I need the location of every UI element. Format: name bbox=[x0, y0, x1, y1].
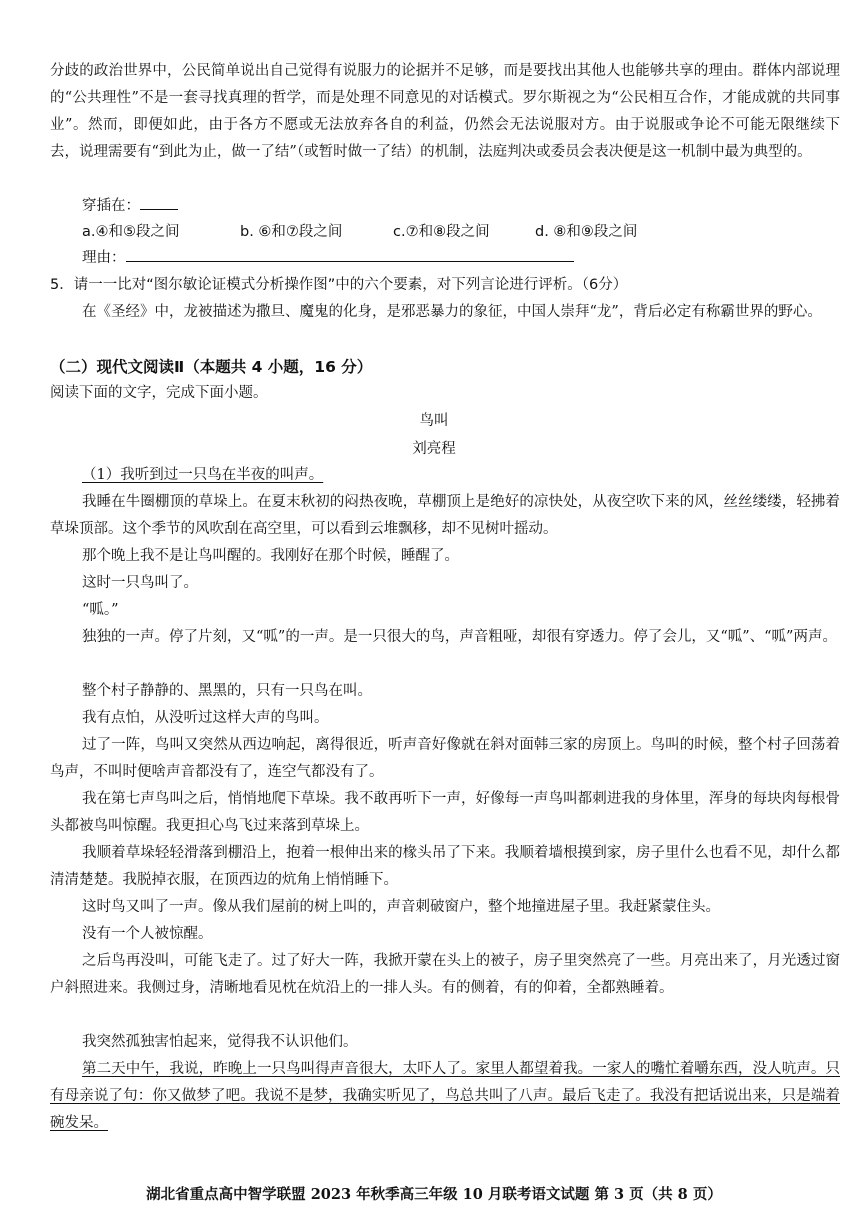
story-paragraph: 我睡在牛圈棚顶的草垛上。在夏末秋初的闷热夜晚，草棚顶上是绝好的凉快处，从夜空吹下来的风，丝丝缕缕，轻拂着草垛顶部。这个季节的风吹刮在高空里，可以看到云堆飘移，却不见树叶摇动。 bbox=[50, 494, 840, 537]
story-title: 鸟叫 bbox=[419, 413, 449, 429]
story-last-paragraph: 第二天中午，我说，昨晚上一只鸟叫得声音很大，太吓人了。家里人都望着我。一家人的嘴忙着嚼东西，没人吭声。只有母亲说了句：你又做梦了吧。我说不是梦，我确实听见了，鸟总共叫了八声。最后飞走了。我没有把话说出来，只是端着碗发呆。 bbox=[50, 1061, 840, 1131]
story-paragraph: 过了一阵，鸟叫又突然从西边响起，离得很近，听声音好像就在斜对面韩三家的房顶上。鸟叫的时候，整个村子回荡着鸟声，不叫时便啥声音都没有了，连空气都没有了。 bbox=[50, 737, 840, 780]
insert-prompt bbox=[82, 193, 382, 220]
paragraph-1: （1）我听到过一只鸟在半夜的叫声。 bbox=[82, 467, 324, 483]
story-paragraph: 这时鸟又叫了一声。像从我们屋前的树上叫的，声音刺破窗户，整个地撞进屋子里。我赶紧蒙住头。 bbox=[82, 899, 720, 915]
section-instruction: 阅读下面的文字，完成下面小题。 bbox=[50, 385, 268, 401]
story-paragraph: 我有点怕，从没听过这样大声的鸟叫。 bbox=[82, 710, 329, 726]
option-d: d. ⑧和⑨段之间 bbox=[535, 224, 638, 240]
story-paragraph: “呱。” bbox=[82, 602, 119, 618]
question-5-quote: 在《圣经》中，龙被描述为撒旦、魔鬼的化身，是邪恶暴力的象征，中国人崇拜“龙”，背后必定有称霸世界的野心。 bbox=[82, 304, 822, 320]
option-c: c.⑦和⑧段之间 bbox=[393, 224, 490, 240]
story-paragraph: 没有一个人被惊醒。 bbox=[82, 926, 213, 942]
story-paragraph: 整个村子静静的、黑黑的，只有一只鸟在叫。 bbox=[82, 683, 372, 699]
story-paragraph: 独独的一声。停了片刻，又“呱”的一声。是一只很大的鸟，声音粗哑，却很有穿透力。停了会儿，又“呱”、“呱”两声。 bbox=[82, 629, 837, 645]
story-paragraph: 我突然孤独害怕起来，觉得我不认识他们。 bbox=[82, 1034, 358, 1050]
page-footer: 湖北省重点高中智学联盟 2023 年秋季高三年级 10 月联考语文试题 第 3 页（共 8 页） bbox=[146, 1186, 722, 1203]
reason-answer-line[interactable] bbox=[126, 247, 574, 262]
story-paragraph: 这时一只鸟叫了。 bbox=[82, 575, 198, 591]
question-5: 5．请一一比对“图尔敏论证模式分析操作图”中的六个要素，对下列言论进行评析。（6分） bbox=[50, 277, 628, 293]
story-paragraph: 之后鸟再没叫，可能飞走了。过了好大一阵，我掀开蒙在头上的被子，房子里突然亮了一些。月亮出来了，月光透过窗户斜照进来。我侧过身，清晰地看见枕在炕沿上的一排人头。有的侧着，有的仰着，全都熟睡着。 bbox=[50, 953, 840, 996]
story-paragraph: 我顺着草垛轻轻滑落到棚沿上，抱着一根伸出来的椽头吊了下来。我顺着墙根摸到家，房子里什么也看不见，却什么都清清楚楚。我脱掉衣服，在顶西边的炕角上悄悄睡下。 bbox=[50, 845, 840, 888]
intro-paragraph: 分歧的政治世界中，公民简单说出自己觉得有说服力的论据并不足够，而是要找出其他人也能够共享的理由。群体内部说理的“公共理性”不是一套寻找真理的哲学，而是处理不同意见的对话模式。罗尔斯视之为“公民相互合作，才能成就的共同事业”。然而，即便如此，由于各方不愿或无法放弃各自的利益，仍然会无法说服对方。由于说服或争论不可能无限继续下去，说理需要有“到此为止，做一了结”（或暂时做一了结）的机制，法庭判决或委员会表决便是这一机制中最为典型的。 bbox=[50, 63, 840, 160]
insert-label: 穿插在： bbox=[82, 198, 140, 214]
story-paragraph: 我在第七声鸟叫之后，悄悄地爬下草垛。我不敢再听下一声，好像每一声鸟叫都刺进我的身体里，浑身的每块肉每根骨头都被鸟叫惊醒。我更担心鸟飞过来落到草垛上。 bbox=[50, 791, 840, 834]
option-b: b. ⑥和⑦段之间 bbox=[240, 224, 343, 240]
section-heading: （二）现代文阅读Ⅱ（本题共 4 小题，16 分） bbox=[50, 358, 373, 376]
reason-label: 理由： bbox=[82, 250, 126, 266]
story-author: 刘亮程 bbox=[412, 441, 456, 457]
option-a: a.④和⑤段之间 bbox=[82, 224, 180, 240]
insert-answer-blank[interactable] bbox=[140, 195, 178, 210]
reason-prompt bbox=[82, 245, 682, 272]
story-paragraph: 那个晚上我不是让鸟叫醒的。我刚好在那个时候，睡醒了。 bbox=[82, 548, 459, 564]
